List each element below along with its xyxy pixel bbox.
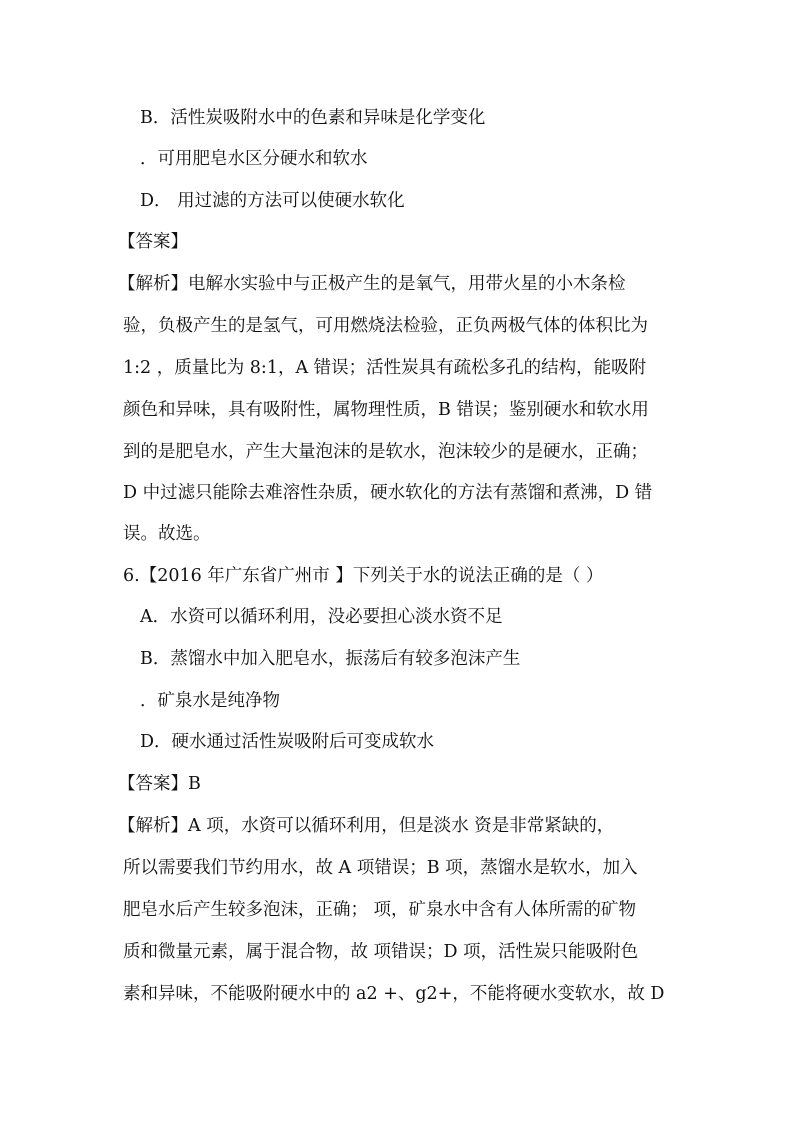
q6-analysis-line-3: 肥皂水后产生较多泡沫，正确； 项，矿泉水中含有人体所需的矿物 <box>123 900 637 920</box>
q6-analysis-line-4: 质和微量元素，属于混合物，故 项错误；D 项，活性炭只能吸附色 <box>123 942 639 962</box>
option-d-line: D． 用过滤的方法可以使硬水软化 <box>140 191 405 211</box>
q6-analysis-line-1: 【解析】A 项，水资可以循环利用，但是淡水 资是非常紧缺的， <box>118 816 615 836</box>
analysis-line-4: 颜色和异味，具有吸附性，属物理性质，B 错误；鉴别硬水和软水用 <box>123 400 649 420</box>
q6-option-d: D．硬水通过活性炭吸附后可变成软水 <box>140 732 435 752</box>
option-b-line: B．活性炭吸附水中的色素和异味是化学变化 <box>140 108 486 128</box>
q6-option-b: B．蒸馏水中加入肥皂水，振荡后有较多泡沫产生 <box>140 649 521 669</box>
analysis-line-3: 1:2 ，质量比为 8:1，A 错误；活性炭具有疏松多孔的结构，能吸附 <box>123 358 647 378</box>
option-c-line: ．可用肥皂水区分硬水和软水 <box>140 149 368 169</box>
q6-analysis-line-2: 所以需要我们节约用水，故 A 项错误；B 项，蒸馏水是软水，加入 <box>123 858 638 878</box>
analysis-line-2: 验，负极产生的是氢气，可用燃烧法检验，正负两极气体的体积比为 <box>123 316 648 336</box>
q6-answer: 【答案】B <box>118 774 201 794</box>
q6-option-a: A．水资可以循环利用，没必要担心淡水资不足 <box>140 607 503 627</box>
analysis-line-6: D 中过滤只能除去难溶性杂质，硬水软化的方法有蒸馏和煮沸，D 错 <box>123 483 653 503</box>
answer-label: 【答案】 <box>118 232 188 252</box>
analysis-line-7: 误。故选。 <box>123 524 211 544</box>
question-6-stem: 6.【2016 年广东省广州市 】下列关于水的说法正确的是（ ） <box>123 566 604 586</box>
analysis-line-5: 到的是肥皂水，产生大量泡沫的是软水，泡沫较少的是硬水，正确； <box>123 442 648 462</box>
analysis-line-1: 【解析】电解水实验中与正极产生的是氧气，用带火星的小木条检 <box>118 274 626 294</box>
q6-option-c: ．矿泉水是纯净物 <box>140 691 280 711</box>
q6-analysis-line-5: 素和异味，不能吸附硬水中的 a2 +、g2+，不能将硬水变软水，故 D <box>123 984 665 1004</box>
